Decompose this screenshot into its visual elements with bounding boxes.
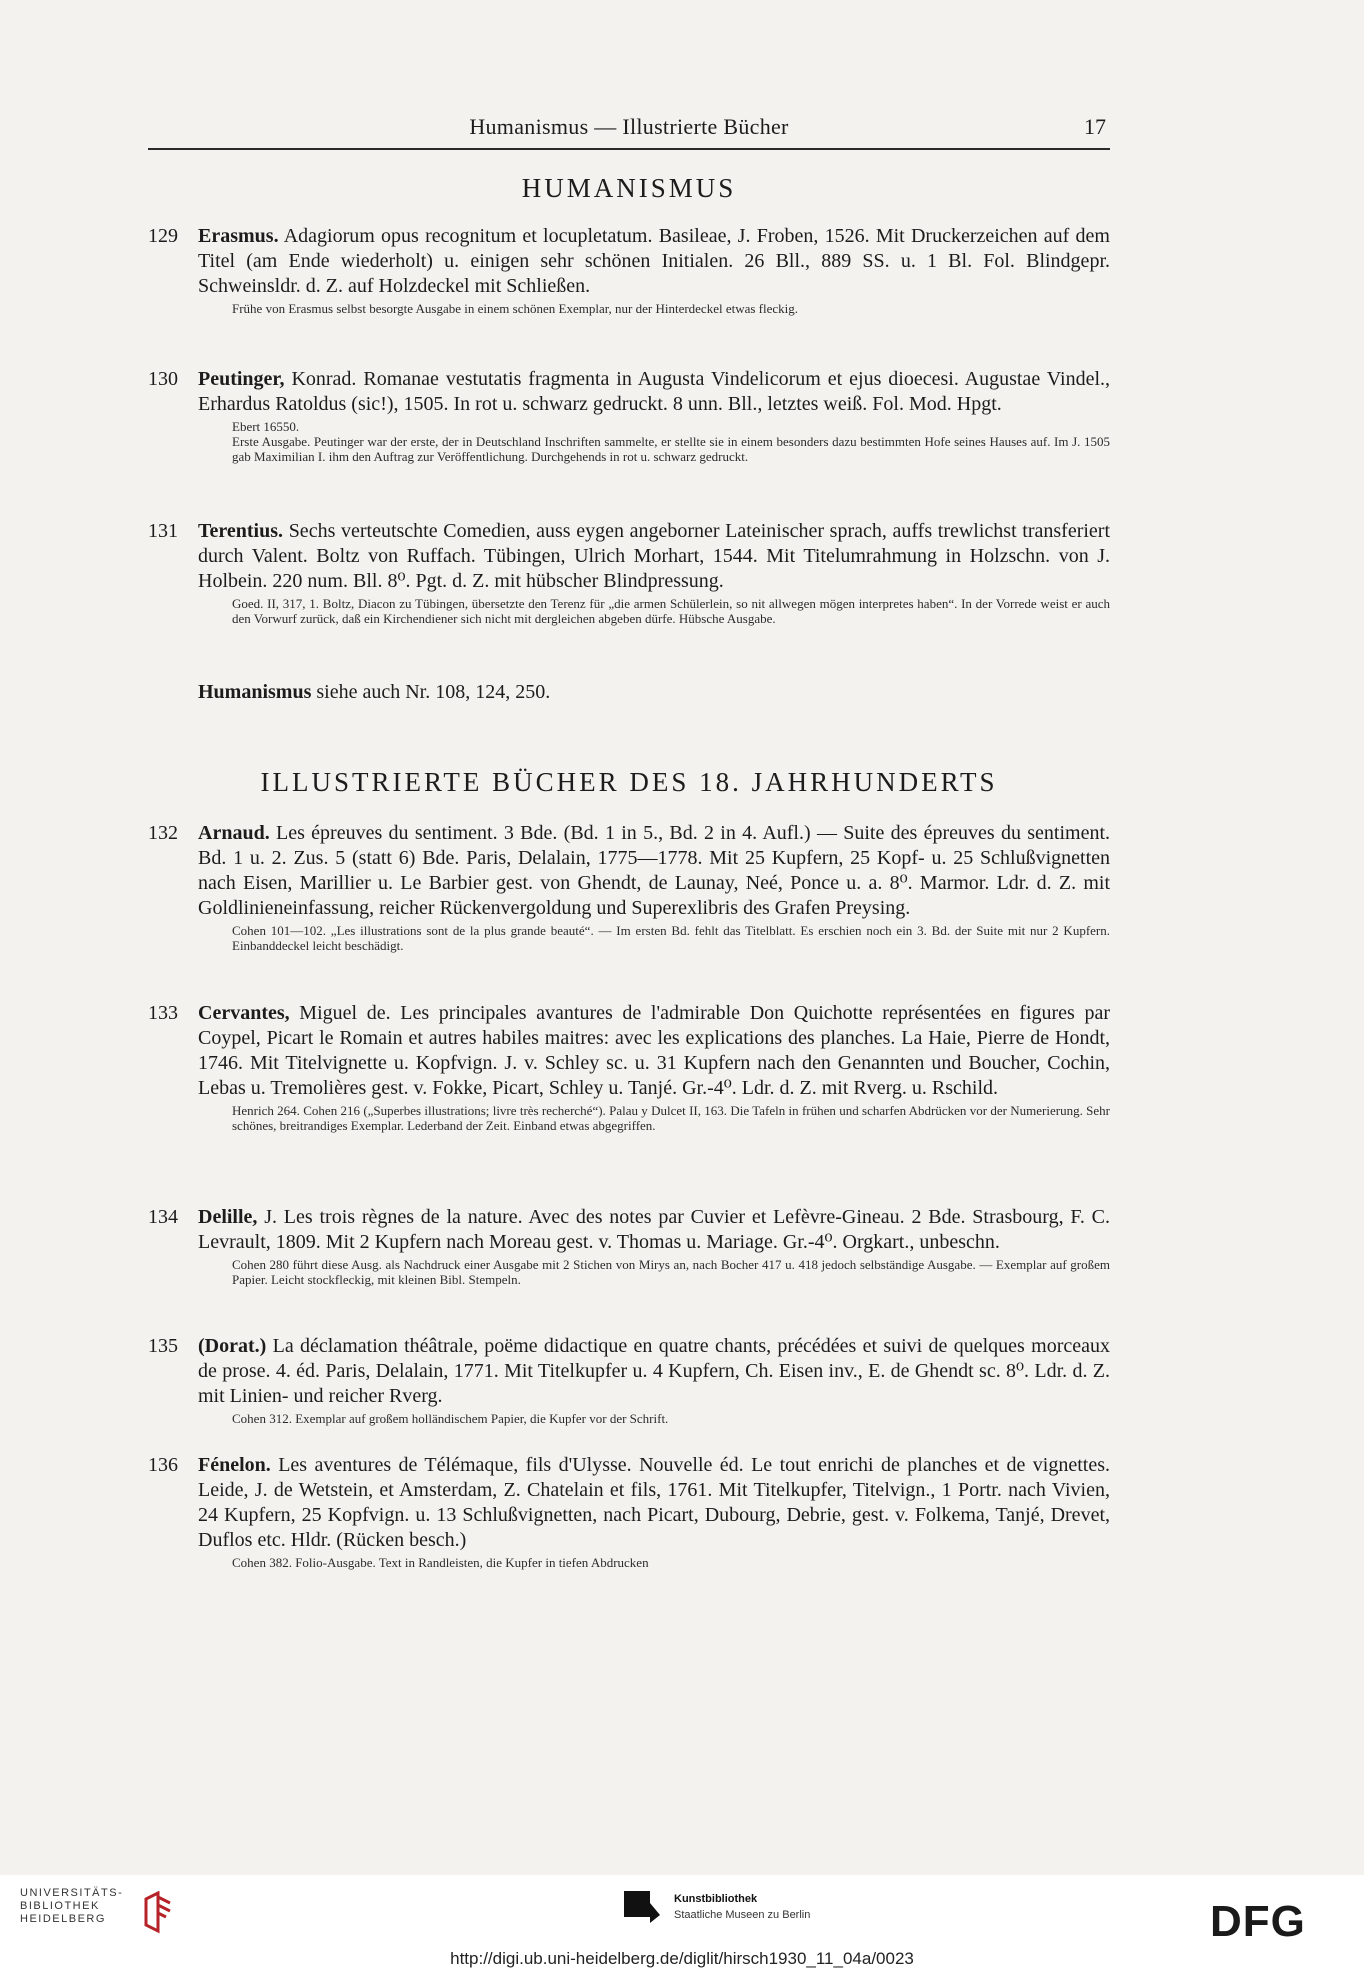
entry-note: Ebert 16550. Erste Ausgabe. Peutinger war der erste, der in Deutschland Inschriften sammelte, er stellte sie in einem besonders dazu bestimmten Hofe seines Hauses auf. Im J. 1505 gab Maximilian I. ihm den Auftrag zur Veröffentlichung. Durchgehends in rot u. schwarz gedruckt.: [198, 419, 1110, 464]
entry-author: (Dorat.): [198, 1335, 267, 1357]
kunstbibliothek-name: Kunstbibliothek: [674, 1893, 758, 1905]
entry-description: [198, 367, 1110, 417]
entry-number: 133: [148, 1002, 178, 1024]
entry-author: Delille,: [198, 1206, 258, 1228]
entry-description: [198, 821, 1110, 921]
catalog-entry-134: [148, 1205, 1110, 1287]
entry-note: Goed. II, 317, 1. Boltz, Diacon zu Tübingen, übersetzte den Terenz für „die armen Schülerlein, so nit allwegen mögen interpretes haben“. In der Vorrede weist er auch den Vorwurf zurück, daß ein Kirchendiener sich nicht mit dergleichen abgeben dürfe. Hübsche Ausgabe.: [232, 596, 1110, 626]
entry-description: [198, 1453, 1110, 1553]
entry-number: 131: [148, 520, 178, 542]
entry-author: Arnaud.: [198, 822, 270, 844]
viewer-footer: [0, 1875, 1364, 1975]
entry-author: Peutinger,: [198, 368, 285, 390]
note-reference: Ebert 16550.: [232, 419, 300, 434]
entry-note: Cohen 101—102. „Les illustrations sont de la plus grande beauté“. — Im ersten Bd. fehlt das Titelblatt. Es erschien noch ein 3. Bd. der Suite mit nur 2 Kupfern. Einbanddeckel leicht beschädigt.: [232, 923, 1110, 953]
catalog-entry-130: [148, 367, 1110, 464]
see-also-line: [148, 680, 1110, 705]
entry-text: Les aventures de Télémaque, fils d'Ulysse. Nouvelle éd. Le tout enrichi de planches et de vignettes. Leide, J. de Wetstein, et Amsterdam, Z. Chatelain et fils, 1761. Mit Titelkupfer, Titelvign., 1 Portr. nach Vivien, 24 Kupfern, 25 Kopfvign. u. 13 Schlußvignetten, nach Picart, Dubourg, Debrie, gest. v. Folkema, Tanjé, Drevet, Duflos etc. Hldr. (Rücken besch.): [198, 1454, 1110, 1551]
entry-author: Cervantes,: [198, 1002, 290, 1024]
university-library-logo[interactable]: [20, 1887, 123, 1926]
entry-text: Les épreuves du sentiment. 3 Bde. (Bd. 1 in 5., Bd. 2 in 4. Aufl.) — Suite des épreuves du sentiment. Bd. 1 u. 2. Zus. 5 (statt 6) Bde. Paris, Delalain, 1775—1778. Mit 25 Kupfern, 25 Kopf- u. 25 Schlußvignetten nach Eisen, Marillier u. Le Barbier gest. von Ghendt, de Launay, Neé, Ponce u. a. 8⁰. Marmor. Ldr. d. Z. mit Goldlinieneinfassung, reicher Rückenvergoldung und Superexlibris des Grafen Preysing.: [198, 822, 1111, 919]
entry-description: [198, 1001, 1110, 1101]
entry-description: [198, 1334, 1110, 1409]
entry-text: J. Les trois règnes de la nature. Avec des notes par Cuvier et Lefèvre-Gineau. 2 Bde. Strasbourg, F. C. Levrault, 1809. Mit 2 Kupfern nach Moreau gest. v. Thomas u. Mariage. Gr.-4⁰. Orgkart., unbeschn.: [198, 1206, 1111, 1253]
entry-text: La déclamation théâtrale, poëme didactique en quatre chants, précédées et suivi de quelques morceaux de prose. 4. éd. Paris, Delalain, 1771. Mit Titelkupfer u. 4 Kupfern, Ch. Eisen inv., E. de Ghendt sc. 8⁰. Ldr. d. Z. mit Linien- und reicher Rverg.: [198, 1335, 1110, 1407]
entry-note: Cohen 382. Folio-Ausgabe. Text in Randleisten, die Kupfer in tiefen Abdrucken: [232, 1555, 649, 1570]
entry-text: Adagiorum opus recognitum et locupletatum. Basileae, J. Froben, 1526. Mit Druckerzeichen auf dem Titel (am Ende wiederholt) u. einigen sehr schönen Initialen. 26 Bll., 889 SS. u. 1 Bl. Fol. Blindgepr. Schweinsldr. d. Z. auf Holzdeckel mit Schließen.: [198, 225, 1110, 297]
entry-number: 130: [148, 368, 178, 390]
entry-author: Fénelon.: [198, 1454, 271, 1476]
dfg-logo[interactable]: DFG: [1210, 1897, 1306, 1946]
catalog-entry-132: [148, 821, 1110, 953]
entry-number: 132: [148, 822, 178, 844]
entry-author: Terentius.: [198, 520, 284, 542]
entry-number: 135: [148, 1335, 178, 1357]
entry-text: Miguel de. Les principales avantures de l'admirable Don Quichotte représentées en figures par Coypel, Picart le Romain et autres habiles maitres: avec les explications des planches. La Haie, Pierre de Hondt, 1746. Mit Titelvignette u. Kopfvign. J. v. Schley sc. u. 31 Kupfern nach den Genannten und Boucher, Cochin, Lebas u. Tremolières gest. v. Fokke, Picart, Schley u. Tanjé. Gr.-4⁰. Ldr. d. Z. mit Rverg. u. Rschild.: [198, 1002, 1111, 1099]
entry-note: Frühe von Erasmus selbst besorgte Ausgabe in einem schönen Exemplar, nur der Hinterdeckel etwas fleckig.: [232, 301, 799, 316]
catalog-entry-129: [148, 224, 1110, 316]
see-also-topic: Humanismus: [198, 681, 312, 703]
entry-note: Cohen 280 führt diese Ausg. als Nachdruck einer Ausgabe mit 2 Stichen von Mirys an, nach Bocher 417 u. 418 jedoch selbständige Ausgabe. — Exemplar auf großem Papier. Leicht stockfleckig, mit kleinen Bibl. Stempeln.: [232, 1257, 1110, 1287]
ub-line-3: HEIDELBERG: [20, 1913, 106, 1925]
page-header: [148, 114, 1110, 150]
kunstbibliothek-subtitle: Staatliche Museen zu Berlin: [674, 1909, 811, 1921]
entry-description: [198, 519, 1110, 594]
entry-text: Sechs verteutschte Comedien, auss eygen angeborner Lateinischer sprach, auffs trewlichst transferiert durch Valent. Boltz von Ruffach. Tübingen, Ulrich Morhart, 1544. Mit Titelumrahmung in Holzschn. von J. Holbein. 220 num. Bll. 8⁰. Pgt. d. Z. mit hübscher Blindpressung.: [198, 520, 1111, 592]
catalog-entry-135: [148, 1334, 1110, 1426]
entry-note: Henrich 264. Cohen 216 („Superbes illustrations; livre très recherché“). Palau y Dulcet II, 163. Die Tafeln in frühen und scharfen Abdrücken vor der Numerierung. Sehr schönes, breitrandiges Exemplar. Lederband der Zeit. Einband etwas abgegriffen.: [232, 1103, 1110, 1133]
see-also-text: siehe auch Nr. 108, 124, 250.: [316, 681, 551, 703]
page-number: 17: [1084, 114, 1106, 139]
entry-text: Konrad. Romanae vestutatis fragmenta in Augusta Vindelicorum et ejus dioecesi. Augustae Vindel., Erhardus Ratoldus (sic!), 1505. In rot u. schwarz gedruckt. 8 unn. Bll., letztes weiß. Fol. Mod. Hpgt.: [198, 368, 1111, 415]
entry-description: [198, 224, 1110, 299]
entry-note: Cohen 312. Exemplar auf großem holländischem Papier, die Kupfer vor der Schrift.: [232, 1411, 669, 1426]
running-title: Humanismus — Illustrierte Bücher: [469, 114, 789, 139]
ub-line-2: BIBLIOTHEK: [20, 1900, 100, 1912]
page-url[interactable]: http://digi.ub.uni-heidelberg.de/diglit/hirsch1930_11_04a/0023: [450, 1949, 914, 1968]
entry-author: Erasmus.: [198, 225, 279, 247]
catalog-entry-131: [148, 519, 1110, 626]
catalog-entry-133: [148, 1001, 1110, 1133]
catalog-entry-136: [148, 1453, 1110, 1570]
entry-number: 136: [148, 1454, 178, 1476]
ub-line-1: UNIVERSITÄTS-: [20, 1887, 124, 1899]
kunstbibliothek-logo[interactable]: [622, 1889, 811, 1930]
section-title-humanismus: HUMANISMUS: [521, 173, 737, 203]
kunstbibliothek-emblem-icon: [622, 1889, 662, 1925]
entry-number: 129: [148, 225, 178, 247]
entry-number: 134: [148, 1206, 178, 1228]
entry-description: [198, 1205, 1110, 1255]
ub-emblem-icon: [142, 1891, 176, 1935]
section-title-illustrated-books: ILLUSTRIERTE BÜCHER DES 18. JAHRHUNDERTS: [260, 767, 998, 797]
